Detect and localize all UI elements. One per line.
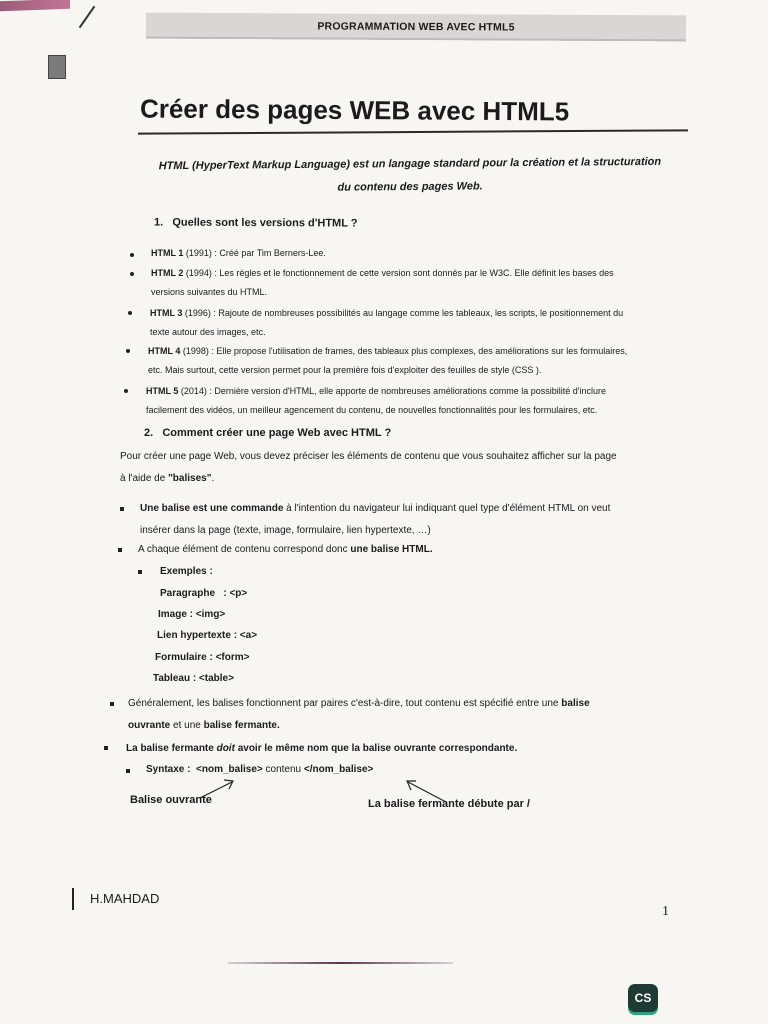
intro-line-1: HTML (HyperText Markup Language) est un langage standard pour la création et la structuration [158, 155, 662, 173]
section-2-intro-line-1: Pour créer une page Web, vous devez préciser les éléments de contenu que vous souhaitez afficher sur la page [120, 451, 617, 462]
camscanner-badge [628, 984, 658, 1012]
version-text: (1994) : Les règles et le fonctionnement de cette version sont donnés par le W3C. Elle définit les bases des [183, 268, 614, 278]
version-text-continued: versions suivantes du HTML. [151, 287, 268, 297]
bullet-text: La balise fermante [126, 743, 217, 754]
version-text: (2014) : Dernière version d'HTML, elle apporte de nombreuses améliorations comme la possibilité d'inclure [178, 386, 606, 396]
bullet-text: Généralement, les balises fonctionnent par paires c'est-à-dire, tout contenu est spécifié entre une [128, 698, 562, 709]
bold-phrase: Une balise est une commande [140, 503, 284, 514]
example-tableau: Tableau : <table> [153, 673, 234, 684]
period: . [211, 473, 215, 484]
version-label: HTML 2 [151, 268, 184, 278]
bullet-text: à l'intention du navigateur lui indiquant quel type d'élément HTML on veut [283, 503, 611, 514]
version-text: (1996) : Rajoute de nombreuses possibilités au langage comme les tableaux, les scripts, le positionnement du [182, 308, 624, 318]
header-band-text: PROGRAMMATION WEB AVEC HTML5 [317, 20, 515, 34]
bullet-text: A chaque élément de contenu correspond donc [138, 544, 351, 555]
example-paragraphe: Paragraphe : <p> [160, 588, 248, 599]
section-2-heading: 2. Comment créer une page Web avec HTML ? [144, 427, 392, 439]
page-number: 1 [662, 904, 669, 919]
bold-phrase: une balise HTML. [350, 544, 433, 555]
version-text-continued: etc. Mais surtout, cette version permet pour la première fois d'exploiter des feuilles de style (CSS ). [148, 365, 542, 375]
version-label: HTML 5 [146, 386, 179, 396]
balises-term: "balises" [168, 473, 212, 484]
label-balise-fermante: La balise fermante débute par / [368, 798, 530, 810]
section-1-heading: 1. Quelles sont les versions d'HTML ? [153, 216, 358, 230]
footer-author: H.MAHDAD [90, 891, 160, 906]
examples-label: Exemples : [160, 566, 213, 577]
example-image: Image : <img> [158, 609, 226, 620]
version-label: HTML 1 [151, 248, 184, 258]
syntax-label: Syntaxe : [146, 764, 191, 775]
section-2-intro-line-2: à l'aide de [120, 473, 169, 484]
syntax-open-tag: <nom_balise> [196, 764, 263, 775]
footer-divider [72, 888, 74, 910]
bold-phrase: ouvrante [128, 720, 171, 731]
arrow-head-open [224, 780, 233, 789]
syntax-content: contenu [262, 764, 304, 775]
intro-line-2: du contenu des pages Web. [337, 180, 483, 194]
version-text: (1998) : Elle propose l'utilisation de frames, des tableaux plus complexes, des améliorations sur les formulaires, [180, 346, 628, 356]
version-text-continued: facilement des vidéos, un meilleur agencement du contenu, de nouvelles fonctionnalités pour les formulaires, etc. [146, 405, 598, 415]
label-balise-ouvrante: Balise ouvrante [130, 794, 212, 806]
bold-phrase: balise fermante. [203, 720, 280, 731]
example-formulaire: Formulaire : <form> [155, 652, 250, 663]
bold-phrase: balise [561, 698, 590, 709]
page-title: Créer des pages WEB avec HTML5 [139, 93, 570, 127]
version-label: HTML 4 [148, 346, 181, 356]
version-text-continued: texte autour des images, etc. [150, 327, 266, 337]
example-lien: Lien hypertexte : <a> [157, 630, 258, 641]
bullet-text-continued: insérer dans la page (texte, image, formulaire, lien hypertexte, …) [140, 525, 431, 536]
version-text: (1991) : Créé par Tim Berners-Lee. [183, 248, 326, 258]
bullet-text: et une [170, 720, 204, 731]
italic-word: doit [216, 743, 235, 754]
syntax-close-tag: </nom_balise> [303, 764, 374, 775]
bullet-text: avoir le même nom que la balise ouvrante correspondante. [234, 743, 518, 754]
bottom-edge-stroke [228, 962, 453, 964]
badge-text: CS [634, 991, 652, 1005]
version-label: HTML 3 [150, 308, 183, 318]
